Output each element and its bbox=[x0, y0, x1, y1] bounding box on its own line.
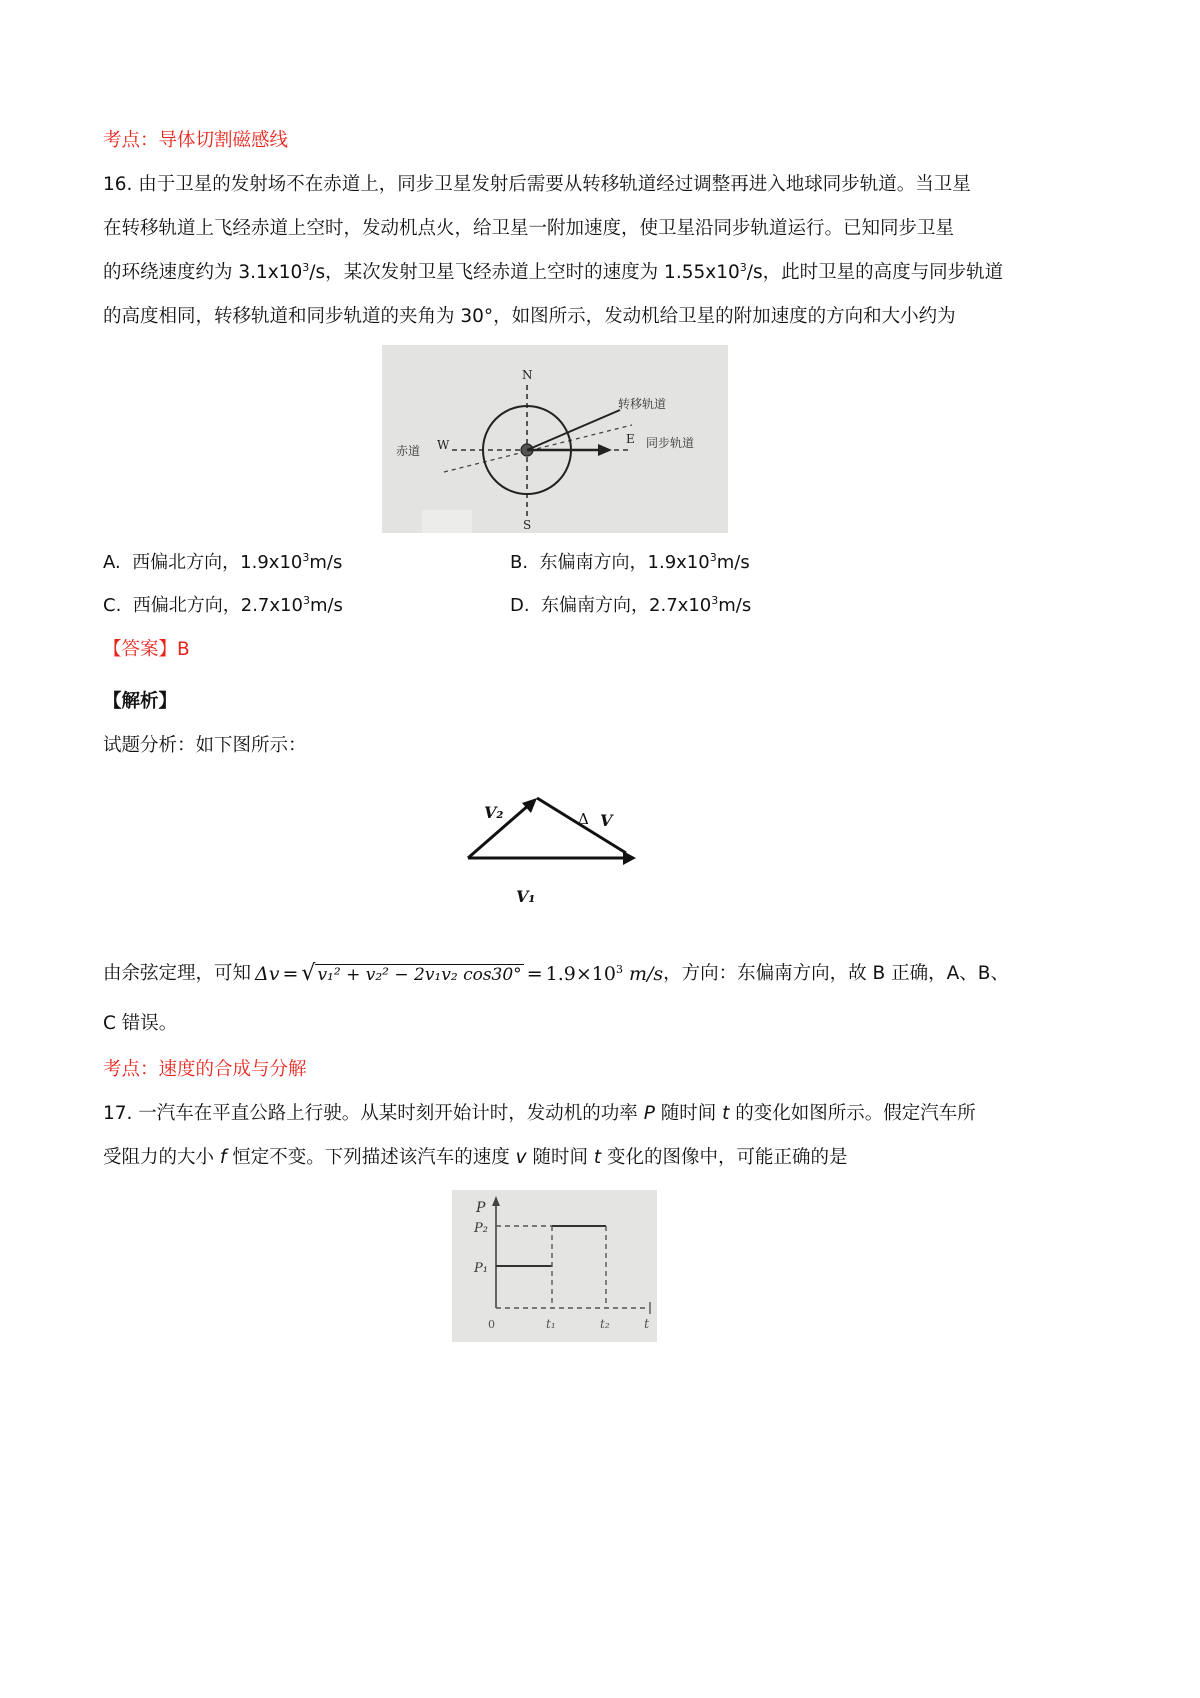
q16-line-2: 在转移轨道上飞经赤道上空时，发动机点火，给卫星一附加速度，使卫星沿同步轨道运行。已知同步卫星 bbox=[103, 218, 955, 239]
option-b: B. 东偏南方向，$1.9x10^3m/s$ bbox=[510, 551, 750, 573]
v1-label: V₁ bbox=[516, 887, 536, 906]
sync-orbit-label: 同步轨道 bbox=[646, 436, 695, 450]
formula-lhs: Δv bbox=[255, 963, 280, 985]
topic-label-1: 考点：导体切割磁感线 bbox=[103, 130, 289, 151]
t2-label: t₂ bbox=[600, 1317, 610, 1331]
north-label: N bbox=[522, 368, 533, 382]
formula-equals-2: = bbox=[526, 963, 543, 985]
v2-label: V₂ bbox=[484, 803, 504, 822]
t-axis-label: t bbox=[644, 1317, 650, 1332]
q16-line-4: 的高度相同，转移轨道和同步轨道的夹角为 30°，如图所示，发动机给卫星的附加速度的方向和大小约为 bbox=[103, 306, 956, 327]
equator-label: 赤道 bbox=[396, 444, 421, 458]
analysis-intro: 试题分析：如下图所示： bbox=[103, 735, 307, 756]
q16-line-1: 16. 由于卫星的发射场不在赤道上，同步卫星发射后需要从转移轨道经过调整再进入地球同步轨道。当卫星 bbox=[103, 174, 971, 195]
p-axis-label: P bbox=[476, 1200, 486, 1216]
delta-label: Δ bbox=[578, 810, 589, 828]
option-c: C. 西偏北方向，$2.7x10^3m/s$ bbox=[103, 594, 343, 616]
south-label: S bbox=[523, 518, 532, 532]
conclusion-line-1 bbox=[103, 963, 1009, 985]
conclusion-prefix: 由余弦定理，可知 bbox=[103, 963, 252, 984]
option-d: D. 东偏南方向，$2.7x10^3m/s$ bbox=[510, 594, 752, 616]
orbit-diagram-svg bbox=[382, 345, 728, 533]
v-label: V bbox=[600, 811, 613, 830]
sqrt-sign: √ bbox=[301, 961, 316, 986]
p2-label: P₂ bbox=[474, 1221, 488, 1236]
conclusion-suffix: ，方向：东偏南方向，故 B 正确，A、B、 bbox=[663, 963, 1009, 984]
topic-label-2: 考点：速度的合成与分解 bbox=[103, 1059, 307, 1080]
formula-equals: = bbox=[282, 963, 299, 985]
power-time-graph bbox=[452, 1190, 657, 1342]
q17-line-1: 17. 一汽车在平直公路上行驶。从某时刻开始计时，发动机的功率 P 随时间 t 的变化如图所示。假定汽车所 bbox=[103, 1103, 976, 1124]
formula-radicand: v₁² + v₂² − 2v₁v₂ cos30° bbox=[317, 964, 522, 985]
east-label: E bbox=[626, 432, 635, 446]
origin-label: 0 bbox=[488, 1318, 495, 1331]
velocity-triangle bbox=[460, 790, 650, 915]
answer-label: 【答案】 bbox=[103, 639, 178, 660]
option-a: A. 西偏北方向，$1.9x10^3m/s$ bbox=[103, 551, 343, 573]
t1-label: t₁ bbox=[546, 1317, 556, 1331]
conclusion-line-2: C 错误。 bbox=[103, 1013, 178, 1034]
orbit-diagram bbox=[382, 345, 728, 533]
q17-line-2: 受阻力的大小 f 恒定不变。下列描述该汽车的速度 v 随时间 t 变化的图像中，可能正确的是 bbox=[103, 1147, 848, 1168]
answer-line bbox=[103, 639, 190, 661]
power-time-graph-svg bbox=[452, 1190, 657, 1342]
west-label: W bbox=[437, 438, 450, 452]
q16-line-3: 的环绕速度约为 $3.1x10^3/s$，某次发射卫星飞经赤道上空时的速度为 $1.55x10^3/s$，此时卫星的高度与同步轨道 bbox=[103, 261, 1004, 283]
analysis-label: 【解析】 bbox=[103, 691, 178, 712]
transfer-orbit-label: 转移轨道 bbox=[618, 397, 667, 411]
formula-rhs: $1.9\times 10^3$ m/s bbox=[545, 963, 664, 985]
answer-value: B bbox=[177, 639, 190, 660]
p1-label: P₁ bbox=[474, 1261, 488, 1276]
